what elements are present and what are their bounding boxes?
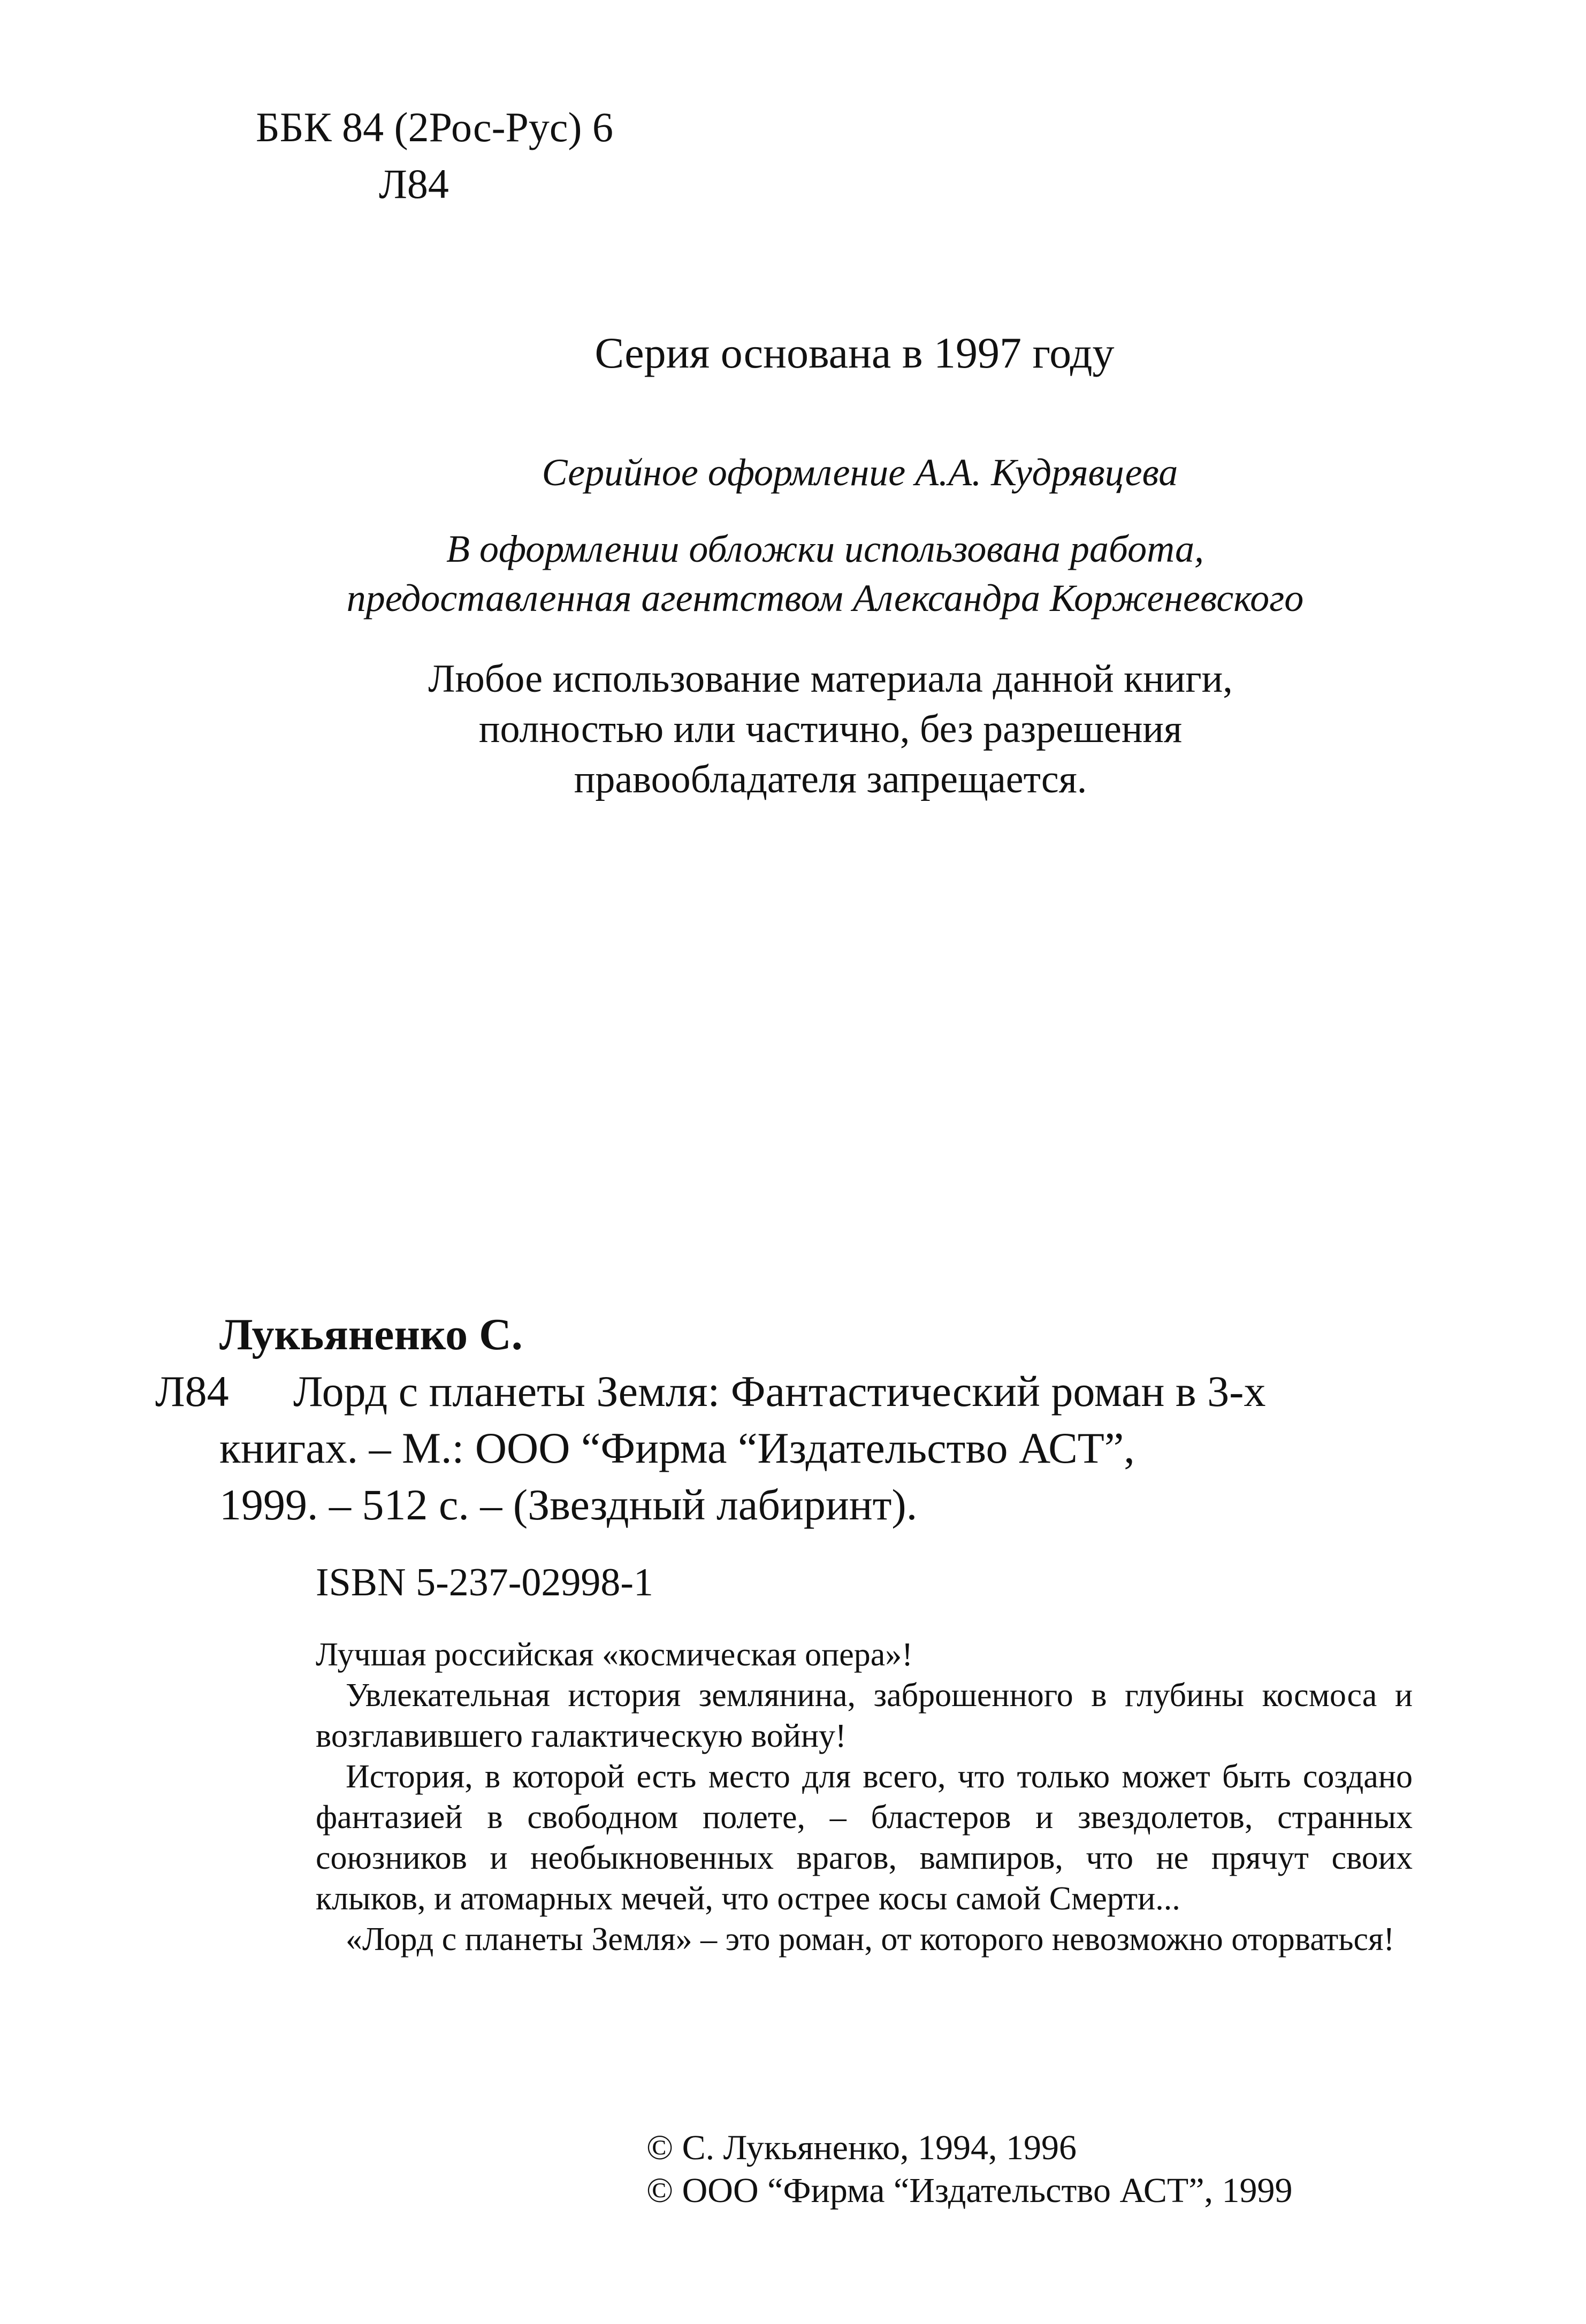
- annotation: [316, 1634, 1413, 1960]
- annotation-paragraph: Увлекательная история землянина, заброшенного в глубины космоса и возглавившего галактическую войну!: [316, 1677, 1413, 1754]
- copyright-line: © С. Лукьяненко, 1994, 1996: [646, 2128, 1077, 2167]
- author-name: Лукьяненко С.: [219, 1310, 523, 1359]
- series-design-credit: Серийное оформление А.А. Кудрявцева: [542, 451, 1178, 494]
- bibliographic-line: Лорд с планеты Земля: Фантастический роман в 3-х: [293, 1367, 1266, 1416]
- series-founded-note: Серия основана в 1997 году: [594, 328, 1115, 377]
- author-sign-code: Л84: [379, 160, 449, 207]
- annotation-paragraph: Лучшая российская «космическая опера»!: [316, 1637, 913, 1673]
- copyright-lines: [646, 2127, 1293, 2212]
- isbn: ISBN 5-237-02998-1: [316, 1561, 654, 1604]
- bbk-classification: ББК 84 (2Рос-Рус) 6: [256, 104, 614, 150]
- bibliographic-line: книгах. – М.: ООО “Фирма “Издательство АСТ”,: [219, 1424, 1135, 1472]
- copyright-line: © ООО “Фирма “Издательство АСТ”, 1999: [646, 2171, 1293, 2210]
- cover-credit-line: В оформлении обложки использована работа,: [446, 528, 1204, 570]
- copyright-notice-line: Любое использование материала данной книги,: [428, 657, 1233, 701]
- annotation-paragraph: «Лорд с планеты Земля» – это роман, от которого невозможно оторваться!: [346, 1921, 1395, 1958]
- copyright-notice-line: полностью или частично, без разрешения: [478, 707, 1183, 751]
- cover-credit-line: предоставленная агентством Александра Корженевского: [346, 577, 1304, 620]
- bibliographic-line: 1999. – 512 с. – (Звездный лабиринт).: [219, 1480, 918, 1529]
- cover-credit: [0, 524, 1586, 623]
- copyright-notice: [0, 654, 1586, 805]
- copyright-notice-line: правообладателя запрещается.: [574, 758, 1087, 801]
- annotation-paragraph: История, в которой есть место для всего, что только может быть создано фантазией в свободном полете, – бластеров и звездолетов, странных союзников и необыкновенных врагов, вампиров, что не прячут своих клыков, и атомарных мечей, что острее косы самой Смерти...: [316, 1759, 1413, 1917]
- bibliographic-code: Л84: [155, 1367, 229, 1416]
